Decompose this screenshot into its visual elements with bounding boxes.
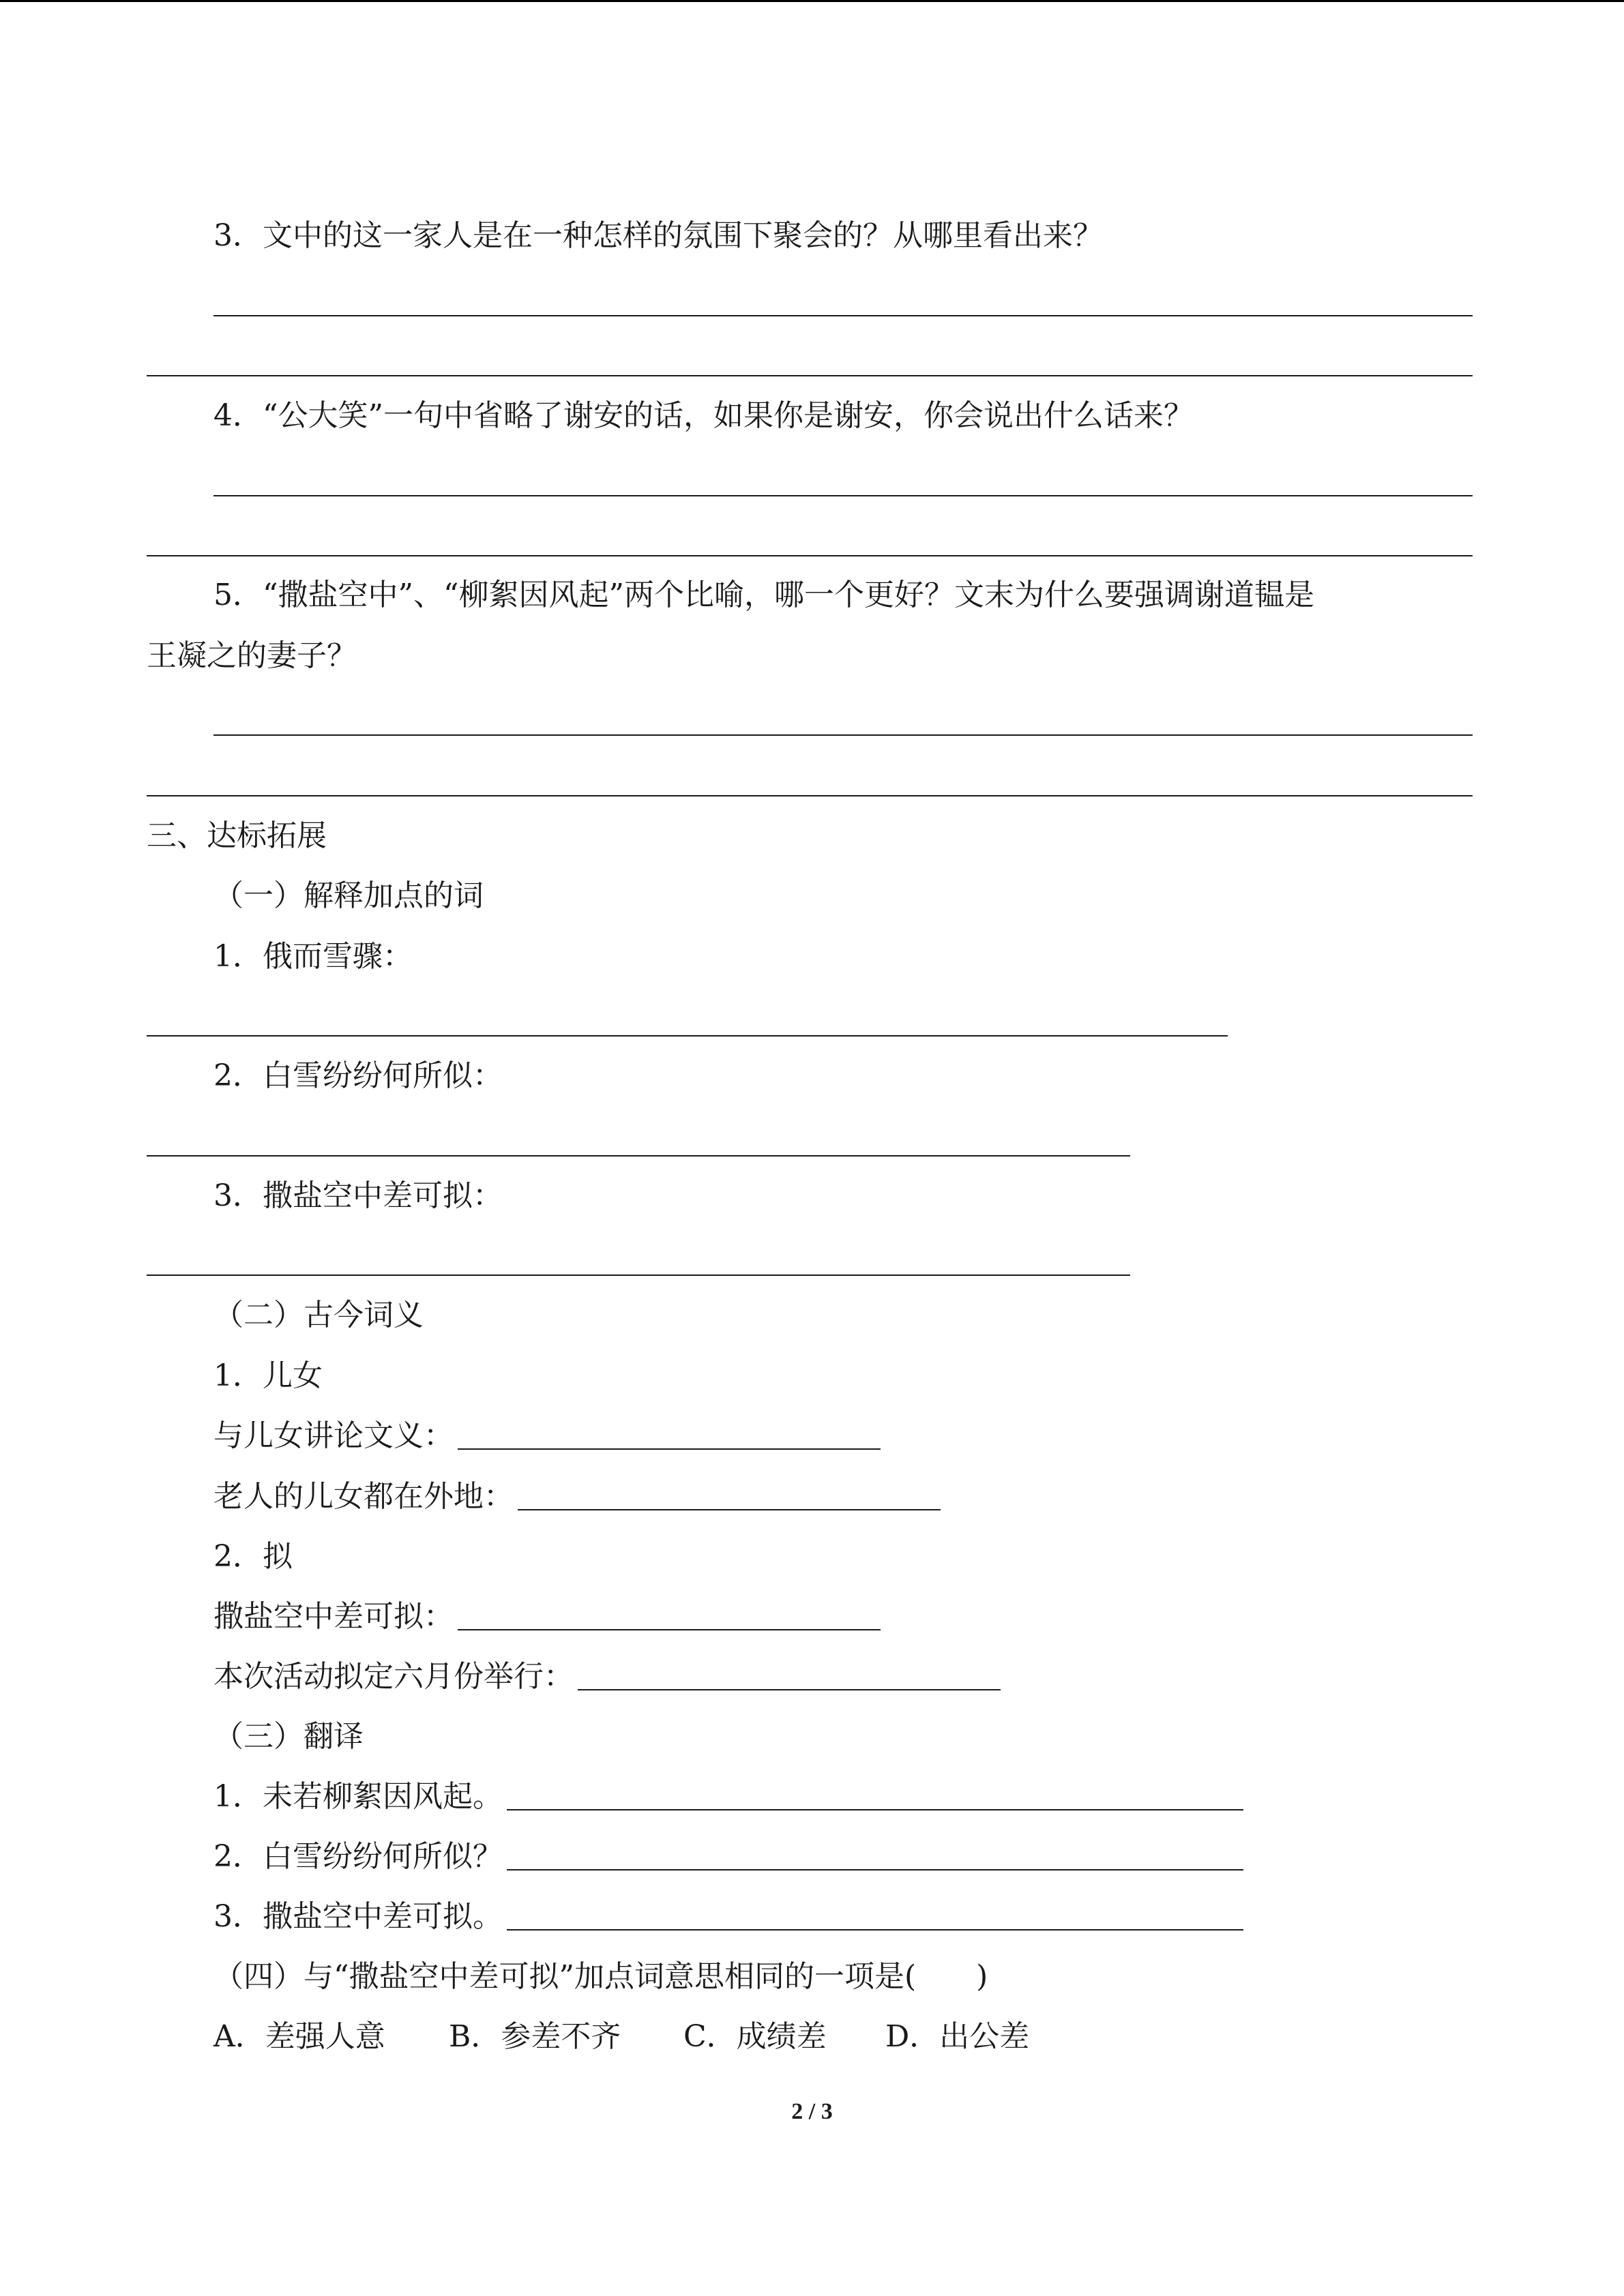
blank-sub2-item2-b[interactable] bbox=[578, 1659, 1001, 1690]
answer-line-q3-1[interactable] bbox=[213, 315, 1473, 316]
blank-sub3-item-2[interactable] bbox=[507, 1839, 1243, 1870]
sub1-item-1: 1．俄而雪骤： bbox=[213, 939, 413, 974]
top-border bbox=[0, 0, 1624, 2]
sub3-item-3-row bbox=[213, 1898, 1243, 1936]
sub4-question: （四）与“撒盐空中差可拟”加点词意思相同的一项是( ) bbox=[213, 1959, 988, 1994]
sub4-option-b[interactable]: B．参差不齐 bbox=[449, 2019, 621, 2054]
sub3-item-1-row bbox=[213, 1778, 1243, 1816]
blank-sub2-item1-b[interactable] bbox=[518, 1479, 941, 1510]
sub3-heading: （三）翻译 bbox=[213, 1719, 364, 1754]
sub3-item-1: 1．未若柳絮因风起。 bbox=[213, 1779, 503, 1814]
answer-line-q4-2[interactable] bbox=[147, 555, 1473, 556]
blank-sub3-item-1[interactable] bbox=[507, 1779, 1243, 1810]
answer-line-q5-1[interactable] bbox=[213, 734, 1473, 736]
answer-line-q5-2[interactable] bbox=[147, 795, 1473, 796]
question-5-line2: 王凝之的妻子？ bbox=[147, 638, 357, 673]
sub1-heading: （一）解释加点的词 bbox=[213, 878, 484, 913]
sub2-item1-a-row bbox=[213, 1417, 881, 1455]
blank-sub3-item-3[interactable] bbox=[507, 1899, 1243, 1930]
blank-sub2-item2-a[interactable] bbox=[458, 1599, 881, 1630]
sub2-item1-title: 1．儿女 bbox=[213, 1358, 323, 1393]
answer-line-sub1-1[interactable] bbox=[147, 1035, 1228, 1037]
page-number: 2 / 3 bbox=[791, 2099, 833, 2124]
sub2-item2-a-row bbox=[213, 1598, 881, 1636]
answer-line-q4-1[interactable] bbox=[213, 495, 1473, 496]
sub2-item2-a: 撒盐空中差可拟： bbox=[213, 1599, 454, 1634]
sub4-option-d[interactable]: D．出公差 bbox=[885, 2019, 1030, 2054]
sub2-item2-b: 本次活动拟定六月份举行： bbox=[213, 1659, 574, 1694]
answer-line-sub1-2[interactable] bbox=[147, 1155, 1130, 1157]
sub3-item-2: 2．白雪纷纷何所似？ bbox=[213, 1839, 503, 1874]
sub3-item-3: 3．撒盐空中差可拟。 bbox=[213, 1899, 503, 1934]
question-5-line1: 5．“撒盐空中”、“柳絮因风起”两个比喻，哪一个更好？文末为什么要强调谢道韫是 bbox=[213, 578, 1314, 612]
sub4-option-a[interactable]: A．差强人意 bbox=[213, 2019, 385, 2054]
sub1-item-2: 2．白雪纷纷何所似： bbox=[213, 1058, 503, 1093]
sub2-heading: （二）古今词义 bbox=[213, 1298, 424, 1332]
section-heading: 三、达标拓展 bbox=[147, 818, 327, 853]
sub2-item2-b-row bbox=[213, 1658, 1001, 1696]
sub3-item-2-row bbox=[213, 1838, 1243, 1876]
sub2-item2-title: 2．拟 bbox=[213, 1539, 293, 1574]
blank-sub2-item1-a[interactable] bbox=[458, 1418, 881, 1450]
question-4: 4．“公大笑”一句中省略了谢安的话，如果你是谢安，你会说出什么话来？ bbox=[213, 398, 1194, 433]
question-3: 3．文中的这一家人是在一种怎样的氛围下聚会的？从哪里看出来？ bbox=[213, 218, 1103, 253]
sub4-option-c[interactable]: C．成绩差 bbox=[683, 2019, 827, 2054]
sub1-item-3: 3．撒盐空中差可拟： bbox=[213, 1178, 503, 1213]
answer-line-sub1-3[interactable] bbox=[147, 1274, 1130, 1276]
answer-line-q3-2[interactable] bbox=[147, 375, 1473, 376]
sub2-item1-b: 老人的儿女都在外地： bbox=[213, 1479, 514, 1514]
sub2-item1-b-row bbox=[213, 1478, 941, 1516]
sub2-item1-a: 与儿女讲论文义： bbox=[213, 1418, 454, 1453]
